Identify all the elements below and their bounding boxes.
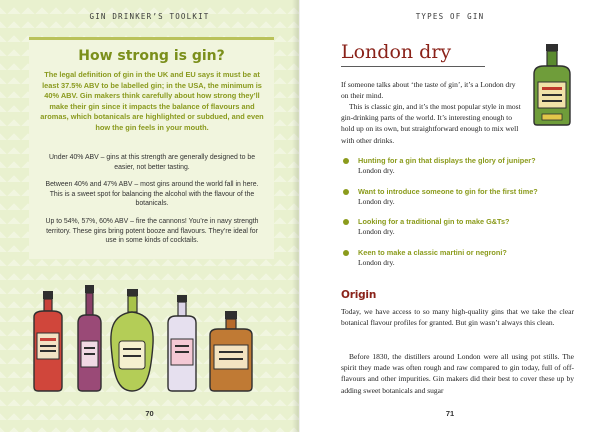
red-bottle-icon bbox=[34, 291, 62, 391]
qa-question: Looking for a traditional gin to make G&Ts? bbox=[358, 217, 510, 226]
qa-question: Keen to make a classic martini or negroni? bbox=[358, 247, 507, 257]
bullet-dot-icon bbox=[343, 158, 349, 164]
purple-bottle-icon bbox=[78, 285, 101, 391]
list-item bbox=[341, 217, 571, 248]
bullet-dot-icon bbox=[343, 189, 349, 195]
intro-paragraph: If someone talks about ‘the taste of gin’, it’s a London dry on their mind. bbox=[341, 80, 516, 101]
origin-paragraph: Today, we have access to so many high-quality gins that we take the clear botanical flavour profiles for granted. But gin wasn’t always this clean. bbox=[341, 307, 574, 328]
box-paragraph: Under 40% ABV – gins at this strength are generally designed to be easier, not better tasting. bbox=[48, 154, 256, 171]
box-paragraph: Up to 54%, 57%, 60% ABV – fire the cannons! You’re in navy strength territory. These gins bring potent booze and flavours. They’re ideal for use in some kinds of cocktails. bbox=[45, 218, 259, 245]
bullet-dot-icon bbox=[343, 250, 349, 256]
qa-question: Want to introduce someone to gin for the first time? bbox=[358, 186, 538, 196]
box-lead-text: The legal definition of gin in the UK and EU says it must be at least 37.5% ABV to be labelled gin; in the USA, the minimum is 40% ABV. Gin makers think carefully about how strong they’ll make their gin since it impacts the balance of flavours and aromas, which botanicals are highlighted or subdued, and even how the gin feels in your mouth. bbox=[40, 70, 264, 132]
bullet-dot-icon bbox=[343, 219, 349, 225]
title-underline bbox=[341, 66, 485, 67]
running-head-left: GIN DRINKER’S TOOLKIT bbox=[89, 12, 210, 21]
london-dry-bottle-icon bbox=[530, 44, 574, 126]
list-item bbox=[341, 248, 571, 279]
left-page bbox=[0, 0, 299, 432]
qa-answer: London dry. bbox=[358, 227, 395, 236]
right-page bbox=[300, 0, 600, 432]
box-paragraph: Between 40% and 47% ABV – most gins around the world fall in here. This is a sweet spot for balancing the alcohol with the flavour of the botanicals. bbox=[45, 181, 259, 208]
page-number-left: 70 bbox=[145, 409, 154, 418]
qa-list bbox=[341, 156, 571, 278]
qa-question: Hunting for a gin that displays the glory of juniper? bbox=[358, 156, 536, 165]
brown-bottle-icon bbox=[210, 311, 252, 391]
green-bottle-icon bbox=[111, 289, 153, 391]
gin-strength-box bbox=[29, 37, 274, 259]
list-item bbox=[341, 187, 571, 218]
box-title: How strong is gin? bbox=[78, 48, 225, 64]
qa-answer: London dry. bbox=[358, 257, 395, 267]
section-heading-origin: Origin bbox=[341, 289, 377, 301]
origin-paragraph: Before 1830, the distillers around London were all using pot stills. The spirit they made was often rough and raw compared to gin today, full of off-flavours and other impurities. Gin makers did their best to cover these up by adding sweet botanicals and sugar bbox=[341, 352, 574, 395]
list-item bbox=[341, 156, 571, 187]
qa-answer: London dry. bbox=[358, 196, 395, 206]
page-title: London dry bbox=[341, 41, 452, 63]
pink-bottle-icon bbox=[168, 295, 196, 391]
page-number-right: 71 bbox=[445, 409, 455, 418]
running-head-right: TYPES OF GIN bbox=[415, 12, 485, 21]
qa-answer: London dry. bbox=[358, 166, 395, 175]
classic-paragraph: This is classic gin, and it’s the most popular style in most gin-drinking parts of the world. It’s interesting enough to hold up on its own, but straightforward enough to mix well with other drinks. bbox=[341, 102, 521, 145]
gin-bottles-illustration bbox=[30, 285, 266, 393]
